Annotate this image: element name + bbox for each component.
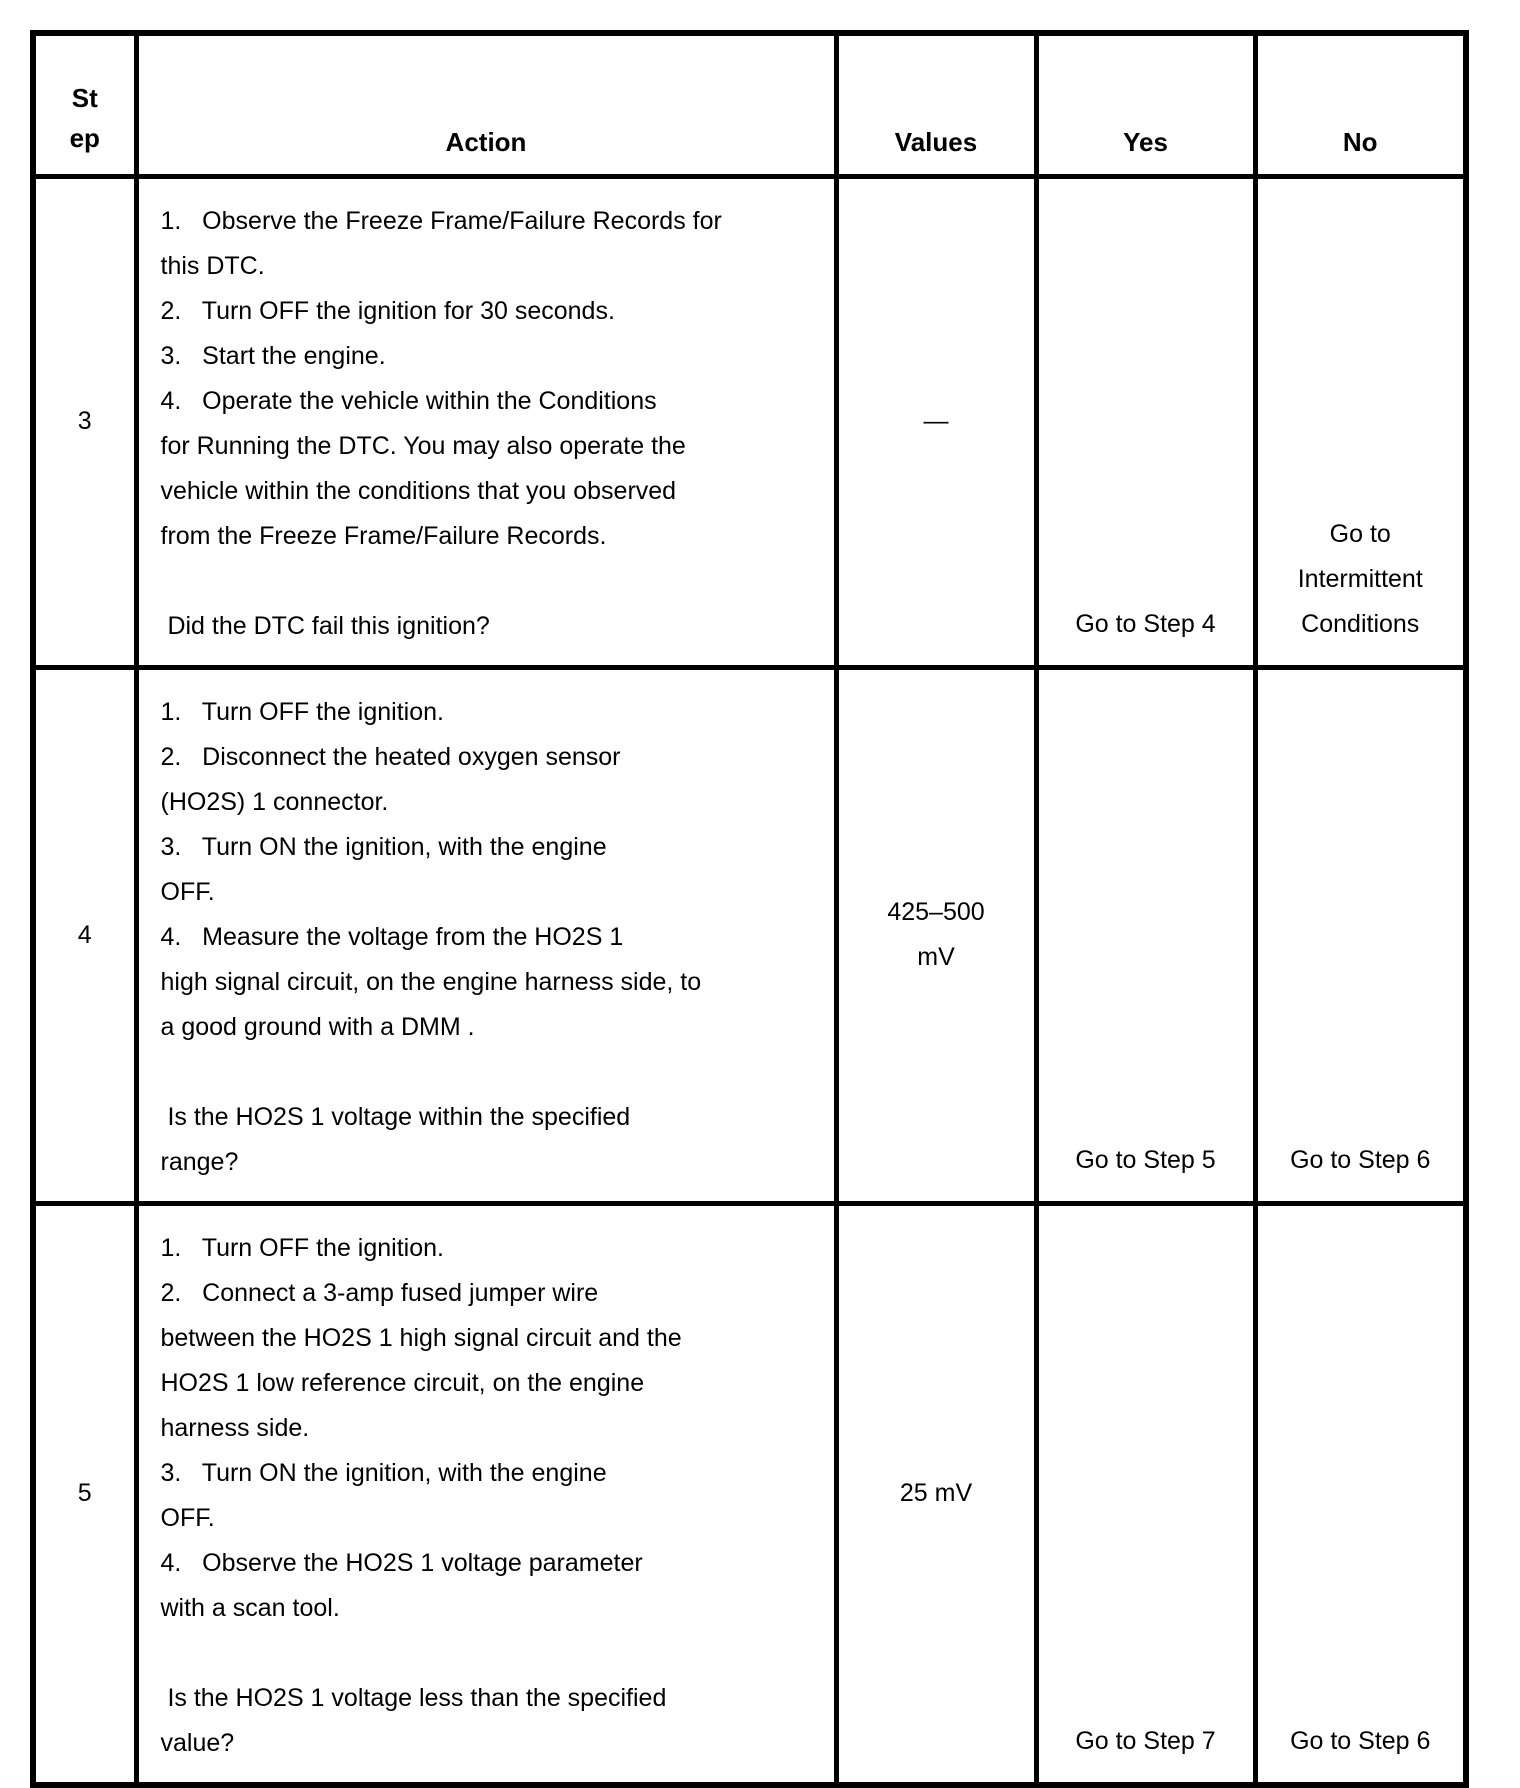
step-number-cell: 5: [33, 1203, 136, 1785]
text-line: this DTC.: [160, 251, 265, 280]
text-line: 4. Operate the vehicle within the Conditions: [160, 386, 657, 415]
text-line: 4. Measure the voltage from the HO2S 1: [160, 922, 624, 951]
text-line: Go to Step 6: [1290, 1726, 1431, 1755]
text-line: 425–500: [887, 898, 985, 926]
text-line: 2. Disconnect the heated oxygen sensor: [160, 742, 621, 771]
text-line: [161, 559, 820, 604]
text-line: 1. Observe the Freeze Frame/Failure Records for: [160, 206, 722, 235]
table-row-step-5: [33, 1203, 1466, 1785]
text-line: 2. Turn OFF the ignition for 30 seconds.: [160, 296, 615, 325]
yes-cell: [1036, 667, 1255, 1203]
action-cell: [136, 667, 836, 1203]
text-line: harness side.: [160, 1413, 310, 1442]
table-row-step-4: [33, 667, 1466, 1203]
no-cell: [1255, 176, 1466, 667]
text-line: 2. Connect a 3-amp fused jumper wire: [160, 1278, 599, 1307]
text-line: high signal circuit, on the engine harness side, to: [160, 967, 702, 996]
no-cell: [1255, 1203, 1466, 1785]
text-line: Did the DTC fail this ignition?: [160, 611, 490, 640]
text-line: range?: [160, 1147, 239, 1176]
text-line: OFF.: [160, 1503, 215, 1532]
table-row-step-3: [33, 176, 1466, 667]
text-line: OFF.: [160, 877, 215, 906]
text-line: (HO2S) 1 connector.: [160, 787, 389, 816]
text-line: ep: [69, 122, 100, 153]
step-number-cell: 4: [33, 667, 136, 1203]
values-cell: [836, 1203, 1036, 1785]
text-line: [161, 1050, 820, 1095]
text-line: 1. Turn OFF the ignition.: [160, 1233, 444, 1262]
no-cell: [1255, 667, 1466, 1203]
header-row: [33, 33, 1466, 176]
yes-cell: [1036, 176, 1255, 667]
text-line: 25 mV: [899, 1479, 973, 1507]
text-line: Conditions: [1301, 609, 1420, 638]
header-yes: Yes: [1036, 33, 1255, 176]
header-action: Action: [136, 33, 836, 176]
header-values: Values: [836, 33, 1036, 176]
text-line: —: [923, 407, 949, 435]
text-line: Intermittent: [1297, 564, 1423, 593]
header-step: [33, 33, 136, 176]
text-line: Go to Step 7: [1075, 1726, 1216, 1755]
text-line: 3. Turn ON the ignition, with the engine: [160, 1458, 607, 1487]
step-number-cell: 3: [33, 176, 136, 667]
text-line: for Running the DTC. You may also operate the: [160, 431, 686, 460]
text-line: value?: [160, 1728, 235, 1757]
text-line: 4. Observe the HO2S 1 voltage parameter: [160, 1548, 643, 1577]
text-line: a good ground with a DMM .: [160, 1012, 475, 1041]
text-line: from the Freeze Frame/Failure Records.: [160, 521, 607, 550]
text-line: 3. Start the engine.: [160, 341, 386, 370]
text-line: between the HO2S 1 high signal circuit and the: [160, 1323, 682, 1352]
text-line: Go to Step 4: [1075, 609, 1216, 638]
text-line: [161, 1631, 820, 1676]
text-line: Is the HO2S 1 voltage less than the specified: [160, 1683, 667, 1712]
text-line: Go to: [1329, 519, 1391, 548]
text-line: HO2S 1 low reference circuit, on the engine: [160, 1368, 645, 1397]
header-no: No: [1255, 33, 1466, 176]
action-cell: [136, 1203, 836, 1785]
text-line: Go to Step 5: [1075, 1145, 1216, 1174]
text-line: St: [71, 82, 98, 113]
text-line: vehicle within the conditions that you observed: [160, 476, 677, 505]
text-line: 3. Turn ON the ignition, with the engine: [160, 832, 607, 861]
values-cell: [836, 667, 1036, 1203]
action-cell: [136, 176, 836, 667]
yes-cell: [1036, 1203, 1255, 1785]
text-line: mV: [917, 943, 955, 971]
text-line: Is the HO2S 1 voltage within the specified: [160, 1102, 631, 1131]
text-line: Go to Step 6: [1290, 1145, 1431, 1174]
diagnostic-table: [30, 30, 1469, 1788]
text-line: 1. Turn OFF the ignition.: [160, 697, 444, 726]
values-cell: [836, 176, 1036, 667]
text-line: with a scan tool.: [160, 1593, 340, 1622]
